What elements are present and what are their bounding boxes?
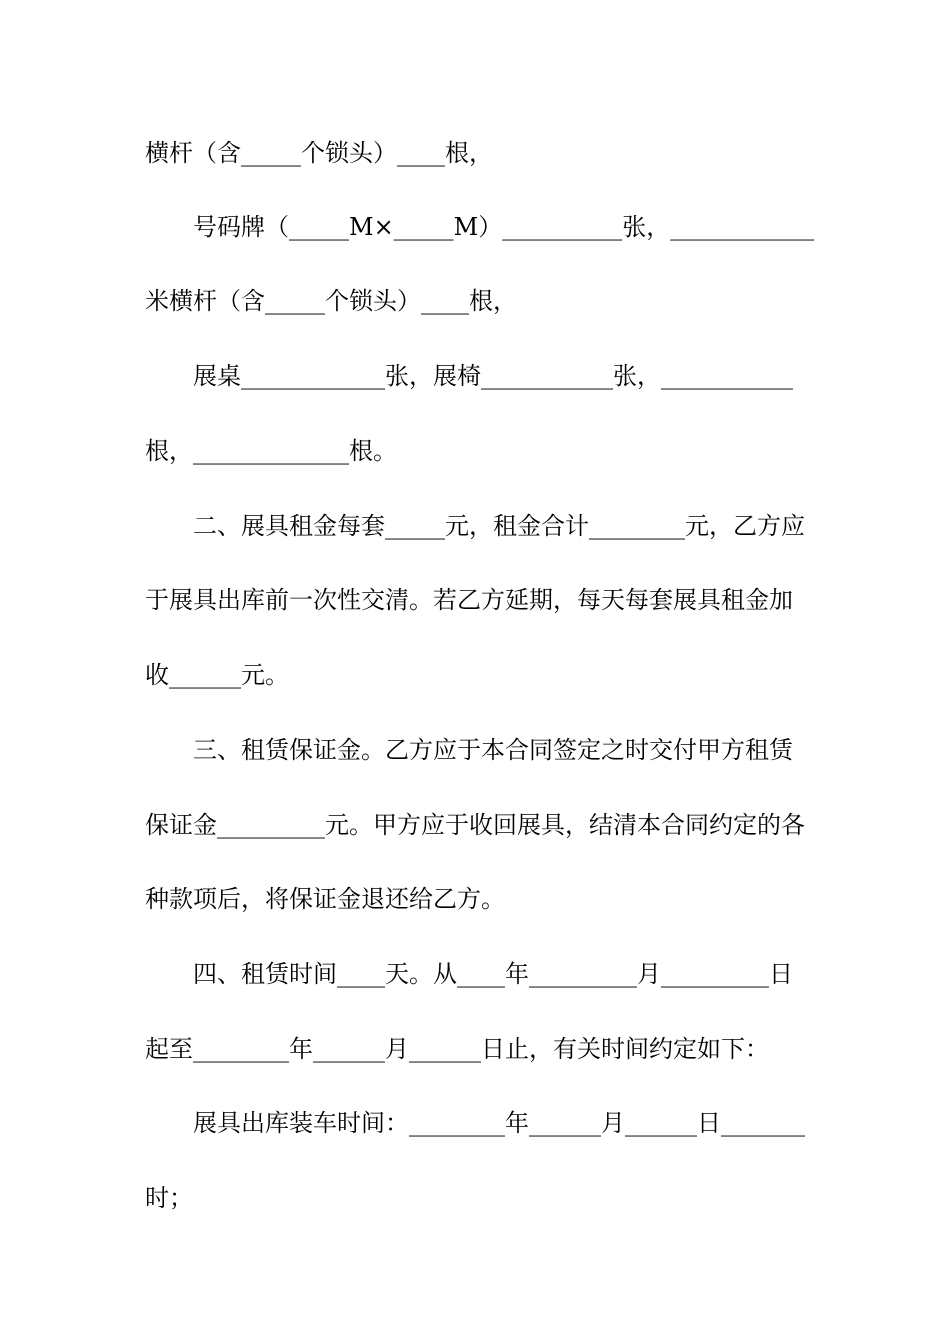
paragraph-line: 时； <box>145 1184 193 1212</box>
paragraph-line: 于展具出库前一次性交清。若乙方延期，每天每套展具租金加 <box>145 586 793 614</box>
paragraph-line: 三、租赁保证金。乙方应于本合同签定之时交付甲方租赁 <box>193 736 793 764</box>
paragraph-line: 保证金_________元。甲方应于收回展具，结清本合同约定的各 <box>145 811 805 839</box>
paragraph-line: 四、租赁时间____天。从____年_________月_________日 <box>193 960 793 988</box>
paragraph-line: 号码牌（_____M×_____M）__________张，____________ <box>193 213 815 241</box>
paragraph-line: 起至________年______月______日止，有关时间约定如下： <box>145 1035 769 1063</box>
paragraph-line: 收______元。 <box>145 661 289 689</box>
paragraph-line: 展桌____________张，展椅___________张，___________ <box>193 362 793 390</box>
paragraph-line: 展具出库装车时间：________年______月______日_______ <box>193 1109 805 1137</box>
paragraph-line: 种款项后，将保证金退还给乙方。 <box>145 885 505 913</box>
paragraph-line: 二、展具租金每套_____元，租金合计________元，乙方应 <box>193 512 805 540</box>
paragraph-line: 横杆（含_____个锁头）____根， <box>145 139 493 167</box>
paragraph-line: 根，_____________根。 <box>145 437 397 465</box>
paragraph-line: 米横杆（含_____个锁头）____根， <box>145 287 517 315</box>
